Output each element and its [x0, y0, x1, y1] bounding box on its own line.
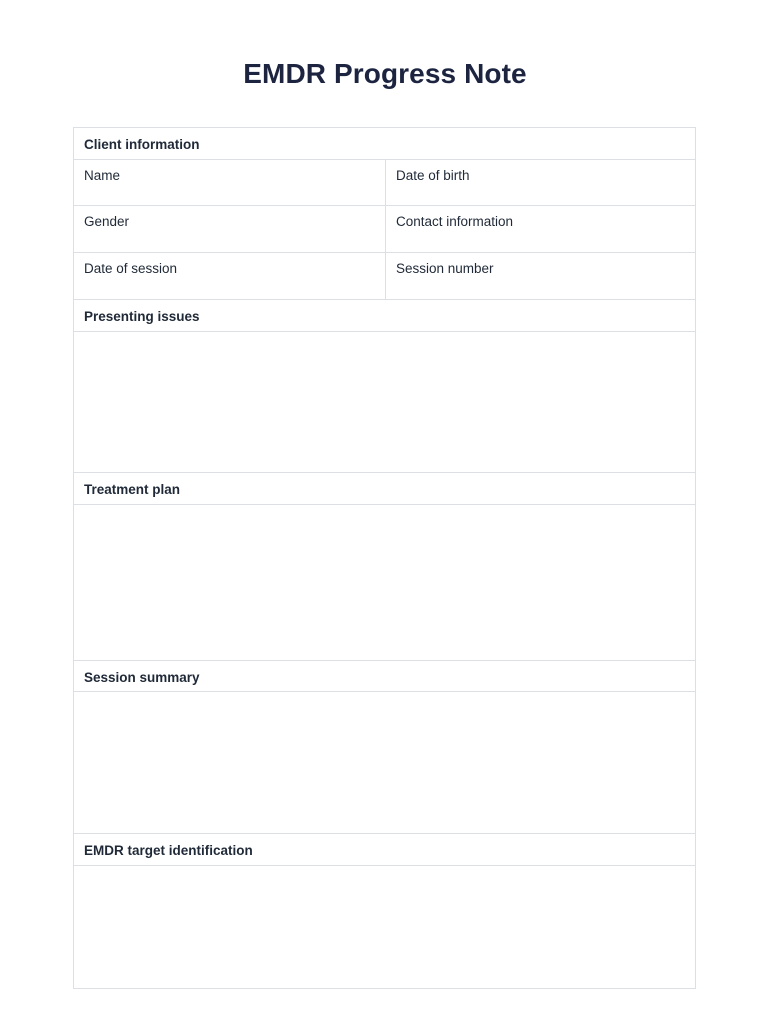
client-information-header: [74, 128, 695, 160]
session-number-field[interactable]: [386, 253, 696, 299]
client-row-name-dob: [74, 160, 695, 206]
date-of-birth-field[interactable]: [386, 160, 696, 205]
gender-field[interactable]: [74, 206, 386, 252]
client-row-session: [74, 253, 695, 300]
treatment-plan-header: [74, 473, 695, 505]
session-summary-field[interactable]: [74, 692, 695, 834]
session-summary-label: Session summary: [84, 670, 200, 685]
date-of-session-field[interactable]: [74, 253, 386, 299]
client-information-label: Client information: [84, 137, 200, 152]
date-of-birth-label: Date of birth: [396, 168, 470, 183]
treatment-plan-label: Treatment plan: [84, 482, 181, 497]
name-label: Name: [84, 168, 121, 183]
name-field[interactable]: [74, 160, 386, 205]
treatment-plan-field[interactable]: [74, 505, 695, 661]
contact-information-label: Contact information: [396, 214, 514, 229]
session-summary-header: [74, 661, 695, 692]
date-of-session-label: Date of session: [84, 261, 178, 276]
contact-information-field[interactable]: [386, 206, 696, 252]
gender-label: Gender: [84, 214, 130, 229]
page-title: EMDR Progress Note: [243, 58, 527, 89]
progress-note-form: [73, 127, 696, 989]
client-row-gender-contact: [74, 206, 695, 253]
emdr-target-identification-header: [74, 834, 695, 866]
presenting-issues-header: [74, 300, 695, 332]
presenting-issues-label: Presenting issues: [84, 309, 200, 324]
session-number-label: Session number: [396, 261, 494, 276]
emdr-target-identification-label: EMDR target identification: [84, 843, 253, 858]
emdr-target-identification-field[interactable]: [74, 866, 695, 988]
presenting-issues-field[interactable]: [74, 332, 695, 473]
